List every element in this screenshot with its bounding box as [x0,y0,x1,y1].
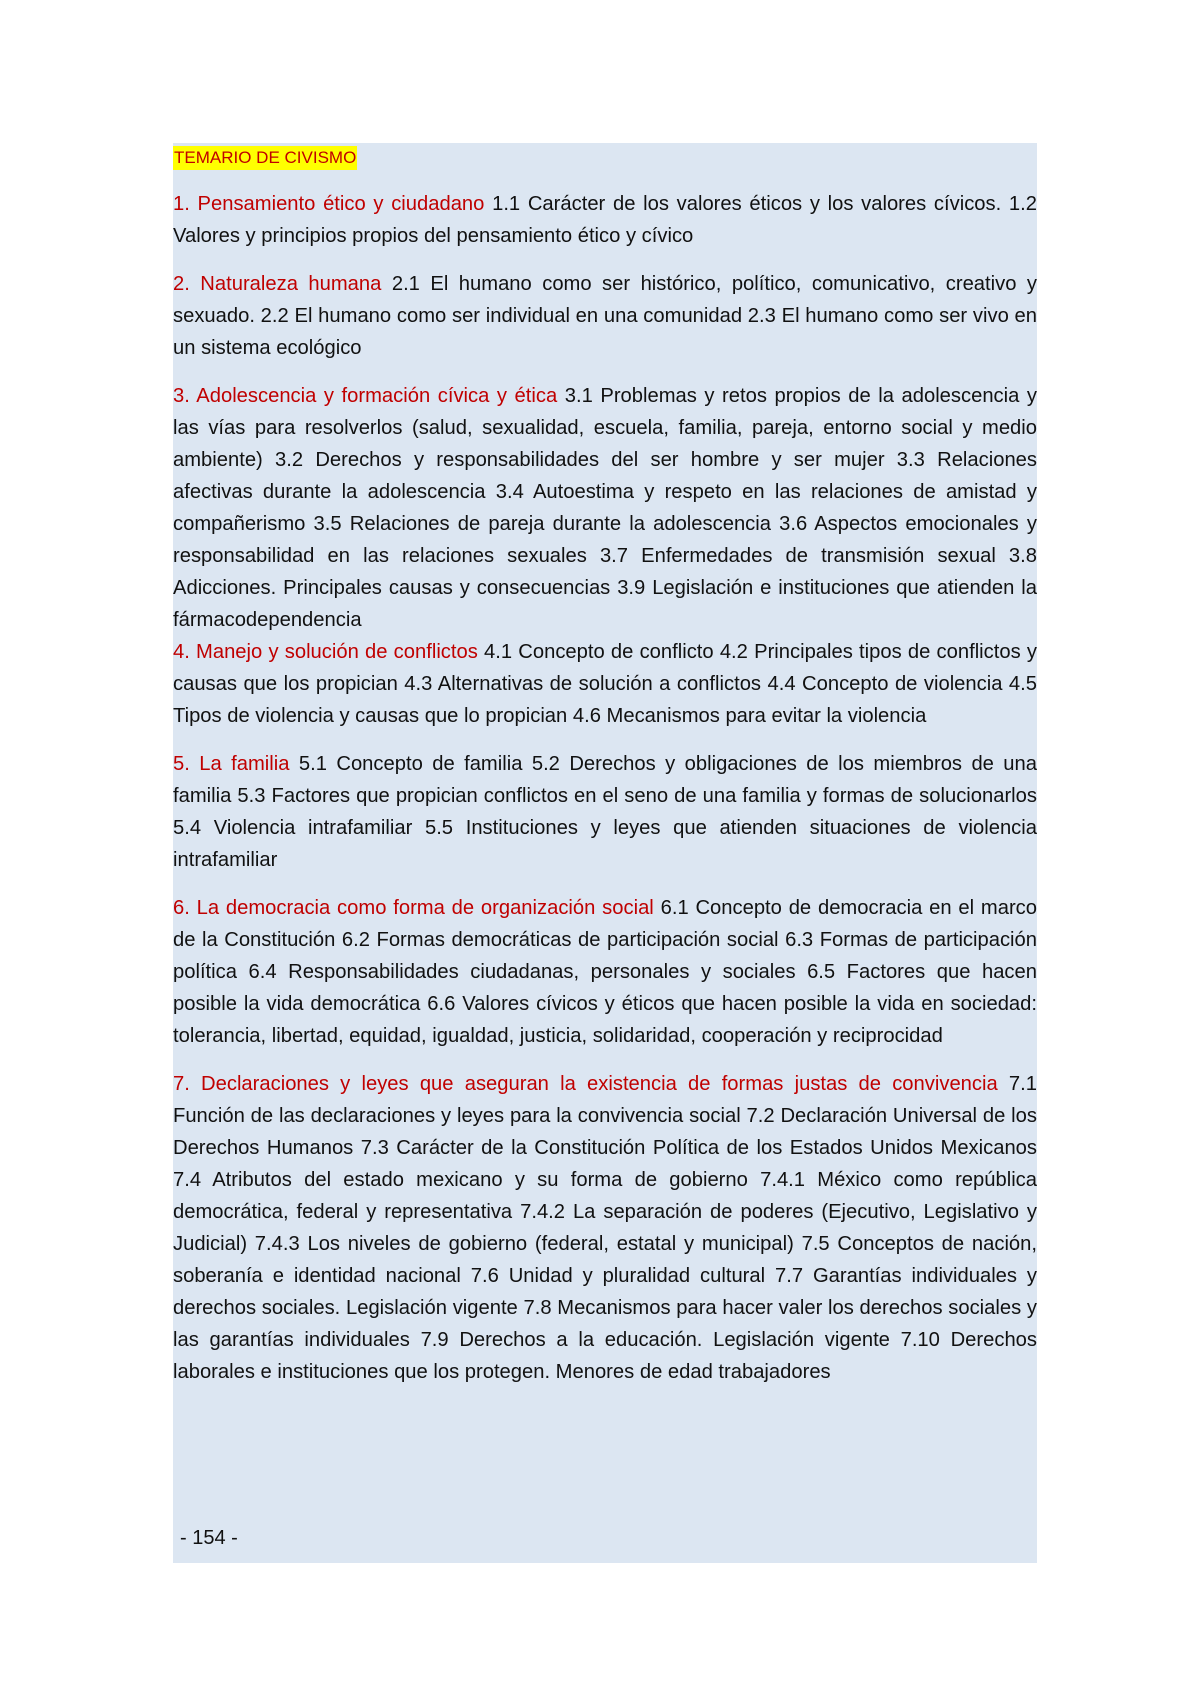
page-number: - 154 - [180,1527,238,1549]
document-title: TEMARIO DE CIVISMO [173,146,357,170]
topic-heading: 3. Adolescencia y formación cívica y ética [173,385,558,407]
topic-heading: 1. Pensamiento ético y ciudadano [173,193,485,215]
topic-heading: 6. La democracia como forma de organización social [173,897,654,919]
topic-body: 1.1 Carácter de los valores éticos y los valores cívicos. 1.2 Valores y principios propios del pensamiento ético y cívico [173,193,1037,247]
topic-body: 6.1 Concepto de democracia en el marco de la Constitución 6.2 Formas democráticas de participación social 6.3 Formas de participación política 6.4 Responsabilidades ciudadanas, personales y sociales 6.5 Factores que hacen posible la vida democrática 6.6 Valores cívicos y éticos que hacen posible la vida en sociedad: tolerancia, libertad, equidad, igualdad, justicia, solidaridad, cooperación y reciprocidad [173,897,1037,1047]
topic-body: 5.1 Concepto de familia 5.2 Derechos y obligaciones de los miembros de una familia 5.3 Factores que propician conflictos en el seno de una familia y formas de solucionarlos 5.4 Violencia intrafamiliar 5.5 Instituciones y leyes que atienden situaciones de violencia intrafamiliar [173,753,1037,871]
topic-heading: 2. Naturaleza humana [173,273,382,295]
topic-heading: 4. Manejo y solución de conflictos [173,641,478,663]
topic-3 [173,380,1037,636]
topic-7 [173,1068,1037,1388]
topic-heading: 5. La familia [173,753,290,775]
topic-heading: 7. Declaraciones y leyes que aseguran la existencia de formas justas de convivencia [173,1073,998,1095]
topic-body: 3.1 Problemas y retos propios de la adolescencia y las vías para resolverlos (salud, sexualidad, escuela, familia, pareja, entorno social y medio ambiente) 3.2 Derechos y responsabilidades del ser hombre y ser mujer 3.3 Relaciones afectivas durante la adolescencia 3.4 Autoestima y respeto en las relaciones de amistad y compañerismo 3.5 Relaciones de pareja durante la adolescencia 3.6 Aspectos emocionales y responsabilidad en las relaciones sexuales 3.7 Enfermedades de transmisión sexual 3.8 Adicciones. Principales causas y consecuencias 3.9 Legislación e instituciones que atienden la fármacodependencia [173,385,1038,631]
topic-2 [173,268,1037,364]
topic-5 [173,748,1037,876]
topic-body: 4.1 Concepto de conflicto 4.2 Principales tipos de conflictos y causas que los propician 4.3 Alternativas de solución a conflictos 4.4 Concepto de violencia 4.5 Tipos de violencia y causas que lo propician 4.6 Mecanismos para evitar la violencia [173,641,1037,727]
topic-body: 7.1 Función de las declaraciones y leyes para la convivencia social 7.2 Declaración Universal de los Derechos Humanos 7.3 Carácter de la Constitución Política de los Estados Unidos Mexicanos 7.4 Atributos del estado mexicano y su forma de gobierno 7.4.1 México como república democrática, federal y representativa 7.4.2 La separación de poderes (Ejecutivo, Legislativo y Judicial) 7.4.3 Los niveles de gobierno (federal, estatal y municipal) 7.5 Conceptos de nación, soberanía e identidad nacional 7.6 Unidad y pluralidad cultural 7.7 Garantías individuales y derechos sociales. Legislación vigente 7.8 Mecanismos para hacer valer los derechos sociales y las garantías individuales 7.9 Derechos a la educación. Legislación vigente 7.10 Derechos laborales e instituciones que los protegen. Menores de edad trabajadores [173,1073,1037,1383]
topic-1 [173,188,1037,252]
topic-6 [173,892,1037,1052]
topic-list [173,188,1037,1388]
topic-body: 2.1 El humano como ser histórico, político, comunicativo, creativo y sexuado. 2.2 El humano como ser individual en una comunidad 2.3 El humano como ser vivo en un sistema ecológico [173,273,1038,359]
topic-4 [173,636,1037,732]
